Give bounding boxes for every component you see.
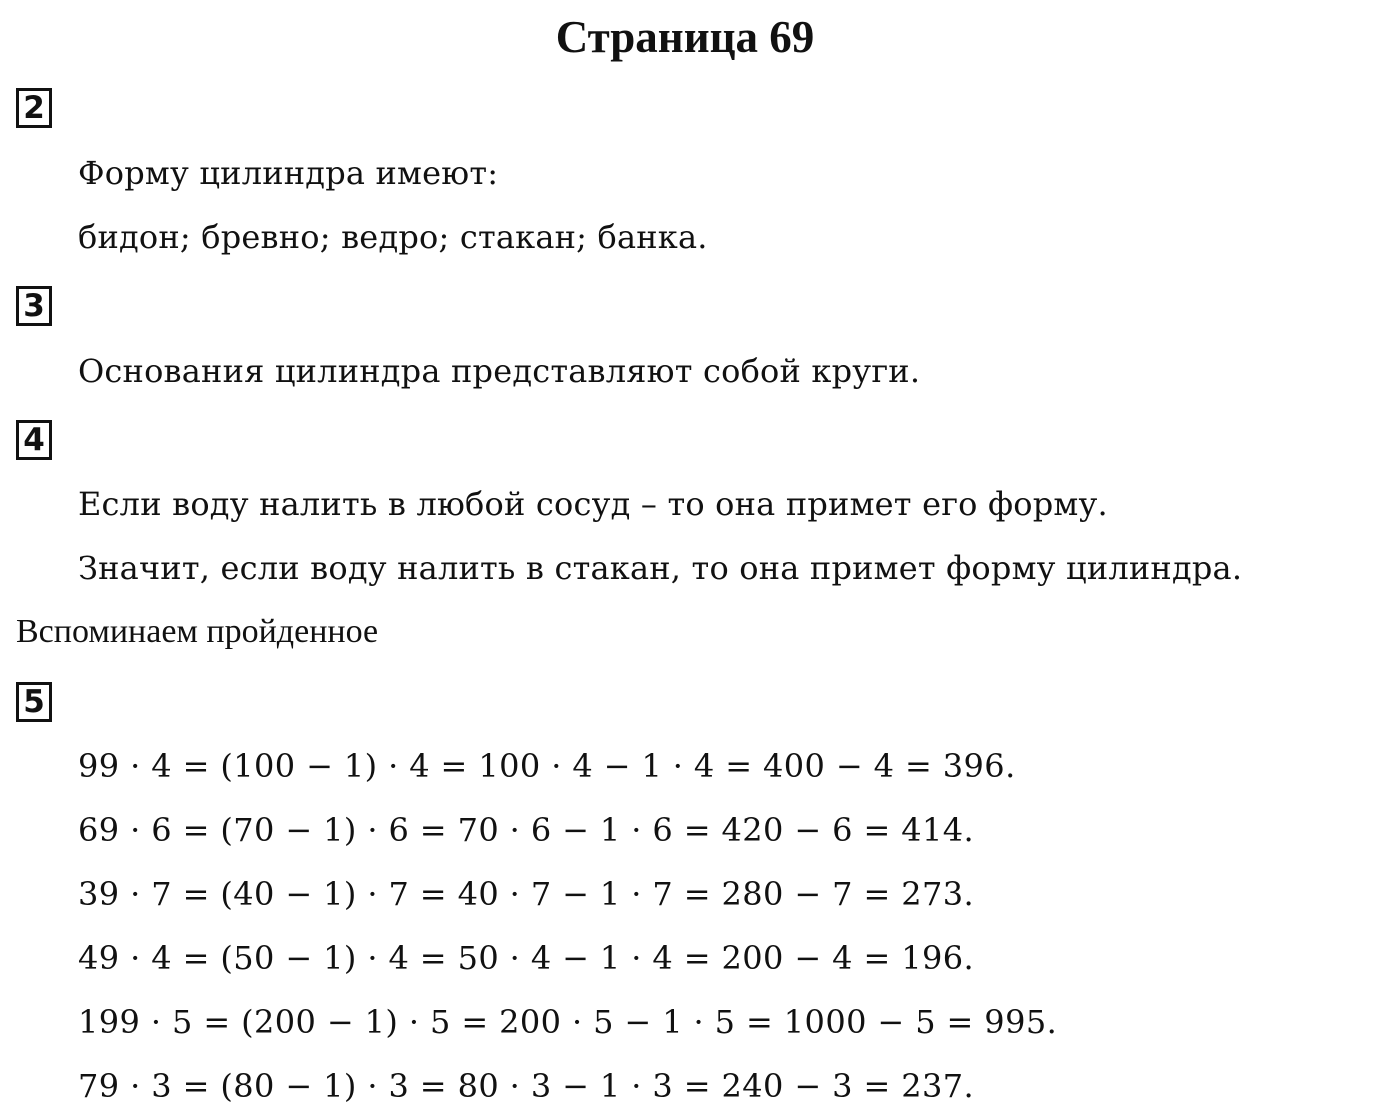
equation-6: 79 · 3 = (80 − 1) · 3 = 80 · 3 − 1 · 3 = 240 − 3 = 237. — [78, 1067, 975, 1105]
equation-2: 69 · 6 = (70 − 1) · 6 = 70 · 6 − 1 · 6 = 420 − 6 = 414. — [78, 811, 975, 849]
page-title: Страница 69 — [555, 12, 815, 62]
equation-3: 39 · 7 = (40 − 1) · 7 = 40 · 7 − 1 · 7 = 280 − 7 = 273. — [78, 875, 975, 913]
task-3-line-1: Основания цилиндра представляют собой круги. — [78, 352, 921, 390]
task-2-line-1: Форму цилиндра имеют: — [78, 154, 499, 192]
task-4-line-1: Если воду налить в любой сосуд – то она примет его форму. — [78, 485, 1108, 523]
equation-1: 99 · 4 = (100 − 1) · 4 = 100 · 4 − 1 · 4 = 400 − 4 = 396. — [78, 747, 1016, 785]
equation-5: 199 · 5 = (200 − 1) · 5 = 200 · 5 − 1 · 5 = 1000 − 5 = 995. — [78, 1003, 1058, 1041]
task-number-3: 3 — [16, 286, 52, 326]
equation-4: 49 · 4 = (50 − 1) · 4 = 50 · 4 − 1 · 4 = 200 − 4 = 196. — [78, 939, 975, 977]
section-heading: Вспоминаем пройденное — [16, 613, 379, 650]
task-number-5: 5 — [16, 682, 52, 722]
task-2-line-2: бидон; бревно; ведро; стакан; банка. — [78, 218, 708, 256]
task-number-4: 4 — [16, 420, 52, 460]
task-number-2: 2 — [16, 88, 52, 128]
task-4-line-2: Значит, если воду налить в стакан, то она примет форму цилиндра. — [78, 549, 1243, 587]
